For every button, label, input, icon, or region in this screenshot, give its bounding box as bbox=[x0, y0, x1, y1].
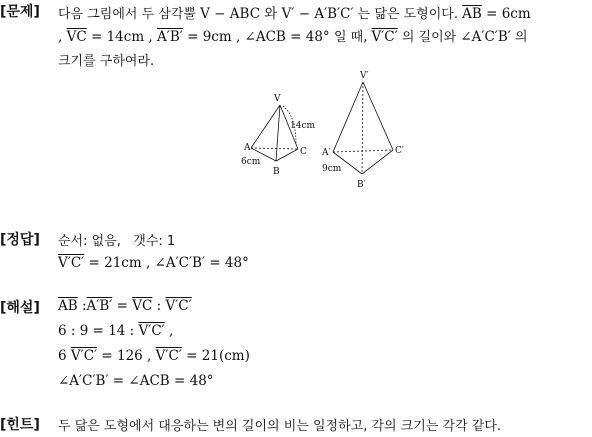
segment-vc: $\overline{VC}$ bbox=[132, 298, 153, 314]
answer-label: [정답] bbox=[0, 232, 40, 248]
solution-label: [해설] bbox=[0, 300, 40, 316]
vertex-a: A bbox=[244, 143, 251, 153]
vertex-c: C bbox=[300, 147, 307, 157]
large-pyramid bbox=[333, 82, 393, 174]
segment-a1b1: A′B′ bbox=[157, 29, 183, 45]
solution-line-2 bbox=[58, 323, 173, 339]
solution-line-4: ∠A′C′B′ = ∠ACB = 48° bbox=[58, 373, 214, 389]
segment-a1b1: A′B′ bbox=[86, 298, 113, 314]
segment-vc: $\overline{VC}$ bbox=[66, 29, 87, 45]
vertex-c-prime: C′ bbox=[395, 146, 404, 156]
problem-text: 의 길이와 bbox=[397, 30, 461, 45]
vertex-a-prime: A′ bbox=[322, 148, 331, 158]
hint-text: 두 닮은 도형에서 대응하는 변의 길이의 비는 일정하고, 각의 크기는 각각 같다. bbox=[58, 419, 502, 434]
problem-math: , bbox=[58, 29, 67, 45]
problem-line-3: 크기를 구하여라. bbox=[58, 54, 155, 69]
segment-v1c1: V′C′ bbox=[70, 348, 98, 364]
answer-order: 순서: 없음, bbox=[58, 234, 121, 249]
solution-math: = 21(cm) bbox=[181, 348, 250, 364]
solution-math: = 126 , bbox=[97, 348, 156, 364]
problem-math: = 9cm , ∠ACB = 48° bbox=[182, 29, 334, 45]
problem-text: 일 때, bbox=[333, 30, 372, 45]
solution-line-1 bbox=[58, 298, 192, 314]
answer-math: = 21cm , ∠A′C′B′ = 48° bbox=[84, 255, 249, 271]
vertex-v: V bbox=[274, 94, 281, 104]
pyramid-figure bbox=[238, 68, 418, 194]
segment-v1c1: V′C′ bbox=[371, 29, 398, 45]
problem-line-2 bbox=[58, 26, 528, 45]
problem-text: 의 bbox=[510, 30, 528, 45]
segment-ab: $\overline{AB}$ bbox=[58, 298, 78, 314]
vertex-b: B bbox=[273, 167, 280, 177]
solution-math: 6 : 9 = 14 : bbox=[58, 323, 139, 339]
problem-math: ∠A′C′B′ bbox=[460, 29, 511, 45]
label-vc-length: 14cm bbox=[290, 121, 316, 131]
segment-v1c1: V′C′ bbox=[138, 323, 165, 339]
vertex-b-prime: B′ bbox=[357, 180, 366, 190]
answer-count: 갯수: 1 bbox=[133, 234, 176, 249]
problem-text: 는 닮은 도형이다. bbox=[353, 7, 463, 22]
problem-math: V − ABC 와 V′ − A′B′C′ bbox=[200, 6, 354, 22]
answer-line-2 bbox=[58, 255, 249, 271]
small-pyramid bbox=[251, 105, 298, 161]
segment-v1c1: V′C′ bbox=[58, 255, 85, 271]
solution-math: = bbox=[112, 298, 133, 314]
label-ab-length: 6cm bbox=[241, 157, 261, 167]
problem-line-1 bbox=[58, 2, 531, 22]
solution-math: 6 bbox=[58, 348, 71, 364]
solution-math: : bbox=[77, 298, 87, 314]
problem-math: = 14cm , bbox=[86, 29, 157, 45]
pyramid-diagram bbox=[238, 68, 418, 190]
segment-v1c1: V′C′ bbox=[165, 298, 192, 314]
label-a1b1-length: 9cm bbox=[322, 164, 342, 174]
solution-math: : bbox=[152, 298, 166, 314]
segment-v1c1: V′C′ bbox=[155, 348, 182, 364]
answer-line-1 bbox=[58, 230, 175, 249]
segment-ab: $\overline{AB}$ bbox=[462, 6, 482, 22]
solution-line-3 bbox=[58, 348, 250, 364]
problem-math: = 6cm bbox=[481, 6, 531, 22]
problem-label: [문제] bbox=[0, 4, 40, 20]
solution-math: , bbox=[164, 323, 174, 339]
hint-label: [힌트] bbox=[0, 417, 40, 433]
vertex-v-prime: V′ bbox=[360, 71, 369, 81]
problem-text: 다음 그림에서 두 삼각뿔 bbox=[58, 7, 201, 22]
